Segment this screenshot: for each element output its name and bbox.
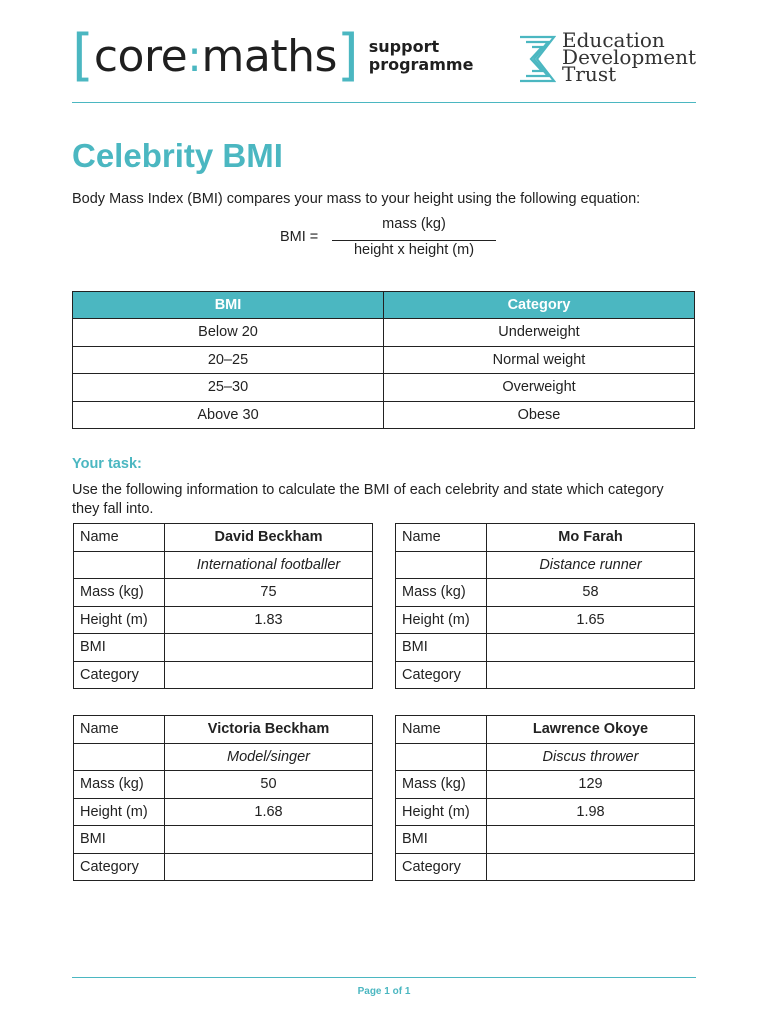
celebrity-occupation: International footballer [165, 551, 373, 579]
celebrity-name: Mo Farah [487, 524, 695, 552]
category-answer-cell[interactable] [487, 853, 695, 881]
category-answer-cell[interactable] [165, 853, 373, 881]
formula-lhs: BMI = [280, 229, 319, 245]
task-text: Use the following information to calculate the BMI of each celebrity and state which category they fall into. [72, 482, 664, 517]
mass-value: 75 [165, 579, 373, 607]
mass-label: Mass (kg) [74, 579, 165, 607]
bmi-label: BMI [74, 634, 165, 662]
page-number: Page 1 of 1 [357, 986, 411, 997]
mass-value: 58 [487, 579, 695, 607]
bmi-answer-cell[interactable] [487, 826, 695, 854]
bmi-label: BMI [74, 826, 165, 854]
bmi-category-table [72, 291, 695, 429]
celebrity-name: David Beckham [165, 524, 373, 552]
height-value: 1.83 [165, 606, 373, 634]
mass-label: Mass (kg) [74, 771, 165, 799]
table-row [73, 319, 695, 347]
bmi-range: Below 20 [73, 319, 384, 347]
celebrity-name: Lawrence Okoye [487, 716, 695, 744]
bmi-formula [280, 214, 510, 264]
edt-line-2: Development [562, 45, 696, 69]
name-label: Name [396, 716, 487, 744]
mass-value: 129 [487, 771, 695, 799]
header-divider [72, 102, 696, 103]
height-label: Height (m) [74, 606, 165, 634]
category-label: Category [396, 853, 487, 881]
page-title: Celebrity BMI [72, 137, 283, 174]
page-header [72, 23, 696, 102]
formula-numerator: mass (kg) [382, 216, 446, 232]
height-value: 1.98 [487, 798, 695, 826]
table-row [73, 374, 695, 402]
table-row [73, 401, 695, 429]
bmi-range: 20–25 [73, 346, 384, 374]
intro-text: Body Mass Index (BMI) compares your mass to your height using the following equation: [72, 191, 641, 207]
table-header-row [73, 292, 695, 319]
column-header-bmi: BMI [73, 292, 384, 319]
bmi-label: BMI [396, 634, 487, 662]
bmi-answer-cell[interactable] [165, 634, 373, 662]
category-label: Category [74, 853, 165, 881]
celebrity-table-lawrence-okoye [395, 715, 695, 881]
core-maths-logo: [ core : maths ] support programme [72, 23, 474, 88]
edt-line-1: Education [562, 28, 665, 52]
category-answer-cell[interactable] [487, 661, 695, 689]
mass-label: Mass (kg) [396, 579, 487, 607]
bmi-answer-cell[interactable] [487, 634, 695, 662]
category-answer-cell[interactable] [165, 661, 373, 689]
celebrity-table-victoria-beckham [73, 715, 373, 881]
celebrity-table-david-beckham [73, 523, 373, 689]
bmi-range: 25–30 [73, 374, 384, 402]
bmi-category: Underweight [384, 319, 695, 347]
edt-sigma-icon [518, 34, 556, 84]
height-label: Height (m) [74, 798, 165, 826]
celebrity-occupation: Discus thrower [487, 743, 695, 771]
logo-subtitle: support programme [368, 37, 474, 74]
celebrity-name: Victoria Beckham [165, 716, 373, 744]
logo-word-core: core [93, 31, 188, 82]
footer-divider [72, 977, 696, 978]
fraction-bar [332, 240, 496, 241]
bmi-category: Overweight [384, 374, 695, 402]
celebrity-table-mo-farah [395, 523, 695, 689]
edt-line-3: Trust [562, 62, 617, 86]
celebrity-occupation: Distance runner [487, 551, 695, 579]
bmi-category: Obese [384, 401, 695, 429]
name-label: Name [396, 524, 487, 552]
logo-word-maths: maths [201, 31, 337, 82]
category-label: Category [74, 661, 165, 689]
height-value: 1.65 [487, 606, 695, 634]
height-label: Height (m) [396, 606, 487, 634]
category-label: Category [396, 661, 487, 689]
bmi-category: Normal weight [384, 346, 695, 374]
height-label: Height (m) [396, 798, 487, 826]
bmi-label: BMI [396, 826, 487, 854]
name-label: Name [74, 716, 165, 744]
education-development-trust-logo [518, 28, 696, 86]
task-heading: Your task: [72, 456, 142, 472]
column-header-category: Category [384, 292, 695, 319]
bmi-range: Above 30 [73, 401, 384, 429]
celebrity-occupation: Model/singer [165, 743, 373, 771]
formula-denominator: height x height (m) [353, 242, 475, 258]
mass-value: 50 [165, 771, 373, 799]
name-label: Name [74, 524, 165, 552]
mass-label: Mass (kg) [396, 771, 487, 799]
table-row [73, 346, 695, 374]
bmi-answer-cell[interactable] [165, 826, 373, 854]
height-value: 1.68 [165, 798, 373, 826]
